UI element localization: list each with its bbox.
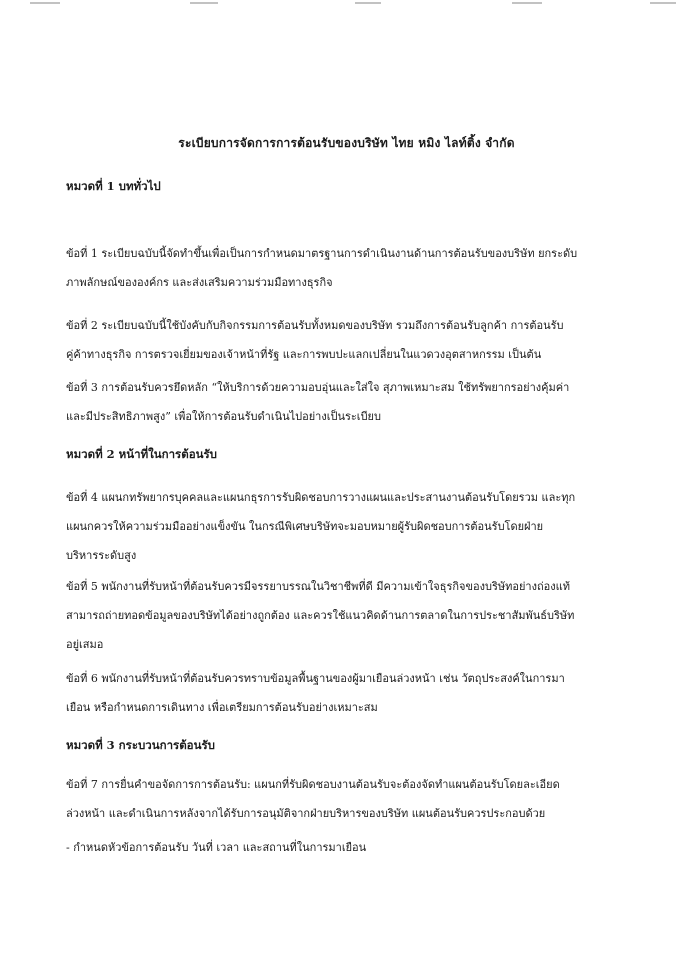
document-title: ระเบียบการจัดการการต้อนรับของบริษัท ไทย หมิง ไลท์ติ้ง จำกัด	[178, 136, 515, 150]
clause-line: แผนกควรให้ความร่วมมืออย่างแข็งขัน ในกรณีพิเศษบริษัทจะมอบหมายผู้รับผิดชอบการต้อนรับโดยฝ่าย	[66, 520, 544, 533]
clause-line: ล่วงหน้า และดำเนินการหลังจากได้รับการอนุมัติจากฝ่ายบริหารของบริษัท แผนต้อนรับควรประกอบด้วย	[66, 807, 546, 820]
clause-line: บริหารระดับสูง	[66, 549, 137, 562]
clause-line: ข้อที่ 4 แผนกทรัพยากรบุคคลและแผนกธุรการรับผิดชอบการวางแผนและประสานงานต้อนรับโดยรวม และทุก	[66, 491, 576, 504]
clause-5	[66, 572, 626, 659]
clause-line: - กำหนดหัวข้อการต้อนรับ วันที่ เวลา และสถานที่ในการมาเยือน	[66, 841, 367, 854]
clause-line: ข้อที่ 6 พนักงานที่รับหน้าที่ต้อนรับควรทราบข้อมูลพื้นฐานของผู้มาเยือนล่วงหน้า เช่น วัตถุประสงค์ในการมา	[66, 672, 565, 685]
clause-line: ข้อที่ 2 ระเบียบฉบับนี้ใช้บังคับกับกิจกรรมการต้อนรับทั้งหมดของบริษัท รวมถึงการต้อนรับลูกค้า การต้อนรับ	[66, 319, 564, 332]
clause-1	[66, 239, 626, 297]
clause-7-item-1	[66, 833, 626, 862]
clause-6	[66, 664, 626, 722]
clause-line: ข้อที่ 7 การยื่นคำขอจัดการการต้อนรับ: แผนกที่รับผิดชอบงานต้อนรับจะต้องจัดทำแผนต้อนรับโดยละเอียด	[66, 778, 560, 791]
clause-2	[66, 311, 626, 369]
section-heading-2: หมวดที่ 2 หน้าที่ในการต้อนรับ	[66, 447, 217, 461]
clause-3	[66, 373, 626, 431]
clause-4	[66, 483, 626, 570]
clause-line: ข้อที่ 1 ระเบียบฉบับนี้จัดทำขึ้นเพื่อเป็นการกำหนดมาตรฐานการดำเนินงานด้านการต้อนรับของบริษัท ยกระดับ	[66, 247, 578, 260]
clause-line: ข้อที่ 5 พนักงานที่รับหน้าที่ต้อนรับควรมีจรรยาบรรณในวิชาชีพที่ดี มีความเข้าใจธุรกิจของบริษัทอย่างถ่องแท้	[66, 580, 570, 593]
clause-line: ข้อที่ 3 การต้อนรับควรยึดหลัก “ให้บริการด้วยความอบอุ่นและใส่ใจ สุภาพเหมาะสม ใช้ทรัพยากรอย่างคุ้มค่า	[66, 381, 570, 394]
clause-7	[66, 770, 626, 828]
section-heading-3: หมวดที่ 3 กระบวนการต้อนรับ	[66, 738, 215, 752]
clause-line: อยู่เสมอ	[66, 638, 104, 651]
section-heading-1: หมวดที่ 1 บททั่วไป	[66, 179, 161, 193]
clause-line: สามารถถ่ายทอดข้อมูลของบริษัทได้อย่างถูกต้อง และควรใช้แนวคิดด้านการตลาดในการประชาสัมพันธ์บริษัท	[66, 609, 575, 622]
clause-line: และมีประสิทธิภาพสูง” เพื่อให้การต้อนรับดำเนินไปอย่างเป็นระเบียบ	[66, 410, 381, 423]
clause-line: คู่ค้าทางธุรกิจ การตรวจเยี่ยมของเจ้าหน้าที่รัฐ และการพบปะแลกเปลี่ยนในแวดวงอุตสาหกรรม เป็นต้น	[66, 348, 542, 361]
clause-line: ภาพลักษณ์ขององค์กร และส่งเสริมความร่วมมือทางธุรกิจ	[66, 276, 333, 289]
clause-line: เยือน หรือกำหนดการเดินทาง เพื่อเตรียมการต้อนรับอย่างเหมาะสม	[66, 701, 378, 714]
